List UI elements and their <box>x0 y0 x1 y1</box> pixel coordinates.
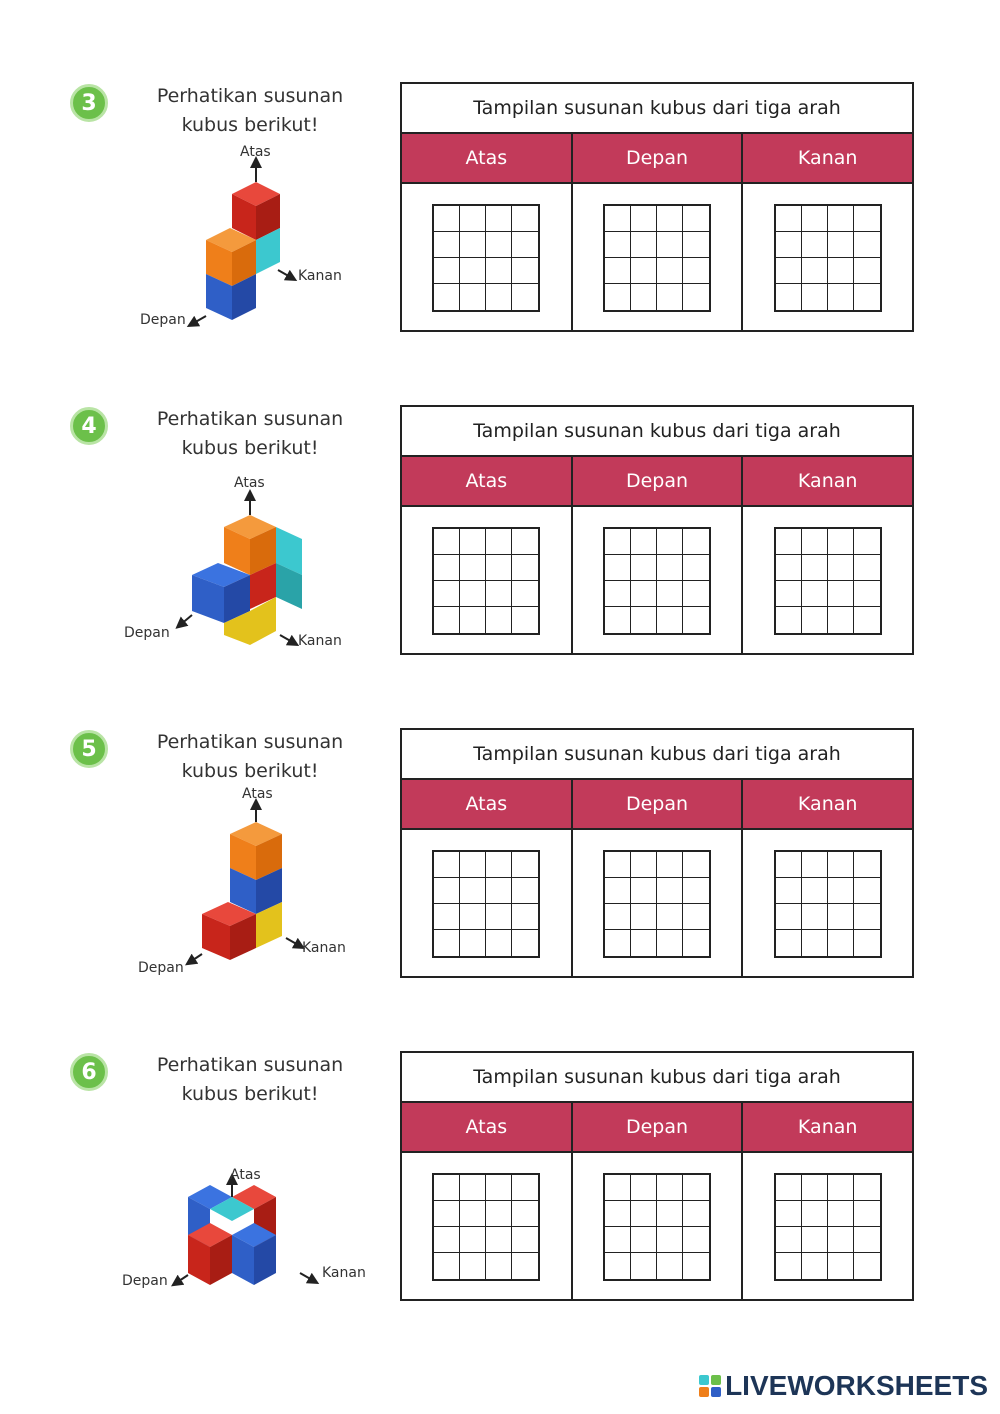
answer-grid[interactable] <box>603 850 711 958</box>
instruction-text: Perhatikan susunan kubus berikut! <box>156 85 344 136</box>
table-title: Tampilan susunan kubus dari tiga arah <box>402 1053 912 1103</box>
answer-cell-top <box>402 1153 573 1301</box>
header-top: Atas <box>402 134 573 182</box>
header-top: Atas <box>402 457 573 505</box>
header-front: Depan <box>573 1103 744 1151</box>
problem-number-badge: 5 <box>70 730 108 768</box>
liveworksheets-logo <box>699 1370 988 1402</box>
answer-grid[interactable] <box>603 204 711 312</box>
label-front: Depan <box>138 960 184 976</box>
header-top: Atas <box>402 780 573 828</box>
label-right: Kanan <box>302 940 346 956</box>
answer-grid[interactable] <box>432 1173 540 1281</box>
answer-cell-right <box>743 830 912 978</box>
answer-cell-right <box>743 184 912 332</box>
instruction-text: Perhatikan susunan kubus berikut! <box>156 408 344 459</box>
answer-grid[interactable] <box>603 527 711 635</box>
label-top: Atas <box>242 786 273 802</box>
answer-table <box>400 1051 914 1301</box>
header-right: Kanan <box>743 457 912 505</box>
cube-arrangement-figure <box>110 144 380 342</box>
label-top: Atas <box>240 144 271 160</box>
answer-grid[interactable] <box>432 527 540 635</box>
header-front: Depan <box>573 457 744 505</box>
answer-grid[interactable] <box>774 527 882 635</box>
answer-table <box>400 82 914 332</box>
table-header <box>402 134 912 184</box>
answer-grid[interactable] <box>774 1173 882 1281</box>
problem-number-badge: 4 <box>70 407 108 445</box>
table-header <box>402 780 912 830</box>
answer-cell-right <box>743 507 912 655</box>
instruction-text: Perhatikan susunan kubus berikut! <box>156 1054 344 1105</box>
answer-cell-front <box>573 1153 744 1301</box>
instruction-text: Perhatikan susunan kubus berikut! <box>156 731 344 782</box>
problem-number-badge: 3 <box>70 84 108 122</box>
cube-arrangement-figure <box>110 1121 380 1311</box>
table-header <box>402 1103 912 1153</box>
problem-number-badge: 6 <box>70 1053 108 1091</box>
header-right: Kanan <box>743 1103 912 1151</box>
answer-grid[interactable] <box>774 850 882 958</box>
cube-arrangement-figure <box>110 475 380 665</box>
answer-grid[interactable] <box>432 850 540 958</box>
answer-cell-front <box>573 830 744 978</box>
label-front: Depan <box>140 312 186 328</box>
answer-table <box>400 728 914 978</box>
label-front: Depan <box>122 1273 168 1289</box>
label-right: Kanan <box>298 268 342 284</box>
header-front: Depan <box>573 780 744 828</box>
table-title: Tampilan susunan kubus dari tiga arah <box>402 407 912 457</box>
label-top: Atas <box>230 1167 261 1183</box>
answer-cell-top <box>402 830 573 978</box>
problem-4 <box>0 405 1000 705</box>
answer-grid[interactable] <box>432 204 540 312</box>
answer-cell-top <box>402 507 573 655</box>
answer-cell-front <box>573 184 744 332</box>
header-right: Kanan <box>743 134 912 182</box>
label-top: Atas <box>234 475 265 491</box>
table-title: Tampilan susunan kubus dari tiga arah <box>402 84 912 134</box>
problem-5 <box>0 728 1000 1028</box>
header-right: Kanan <box>743 780 912 828</box>
answer-cell-right <box>743 1153 912 1301</box>
label-right: Kanan <box>298 633 342 649</box>
header-front: Depan <box>573 134 744 182</box>
problem-6 <box>0 1051 1000 1351</box>
header-top: Atas <box>402 1103 573 1151</box>
brand-name: LIVEWORKSHEETS <box>725 1370 988 1401</box>
answer-cell-top <box>402 184 573 332</box>
answer-cell-front <box>573 507 744 655</box>
answer-table <box>400 405 914 655</box>
table-title: Tampilan susunan kubus dari tiga arah <box>402 730 912 780</box>
brand-icon <box>699 1375 721 1397</box>
table-header <box>402 457 912 507</box>
answer-grid[interactable] <box>603 1173 711 1281</box>
label-right: Kanan <box>322 1265 366 1281</box>
answer-grid[interactable] <box>774 204 882 312</box>
label-front: Depan <box>124 625 170 641</box>
problem-3 <box>0 82 1000 382</box>
cube-arrangement-figure <box>110 786 380 988</box>
